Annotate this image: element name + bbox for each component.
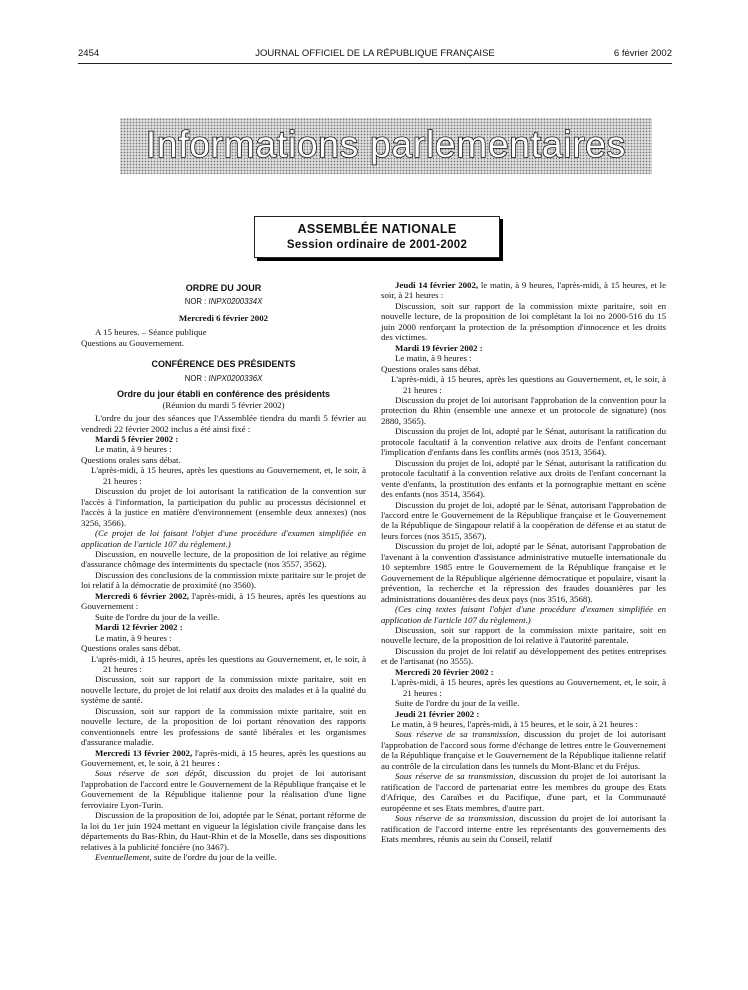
paragraph: Suite de l'ordre du jour de la veille. — [395, 698, 520, 709]
paragraph: Discussion du projet de loi, adopté par le Sénat, autorisant l'approbation de l'accord entre le Gouvernement de la République française et le Gouvernement de la République de Singapour relatif à la coopération de défense et au statut de leurs forces (nos 3515, 3567). — [381, 499, 666, 541]
paragraph: L'après-midi, à 15 heures, après les questions au Gouvernement, et, le soir, à 21 heures : — [91, 465, 366, 486]
paragraph: Discussion de la proposition de loi, adoptée par le Sénat, portant réforme de la loi du 1er juin 1924 mettant en vigueur la législation civile française dans les départements du Bas-Rhin, du Haut-Rhin et de la Moselle, dans ses dispositions relatives à la publicité foncière (no 3467). — [81, 810, 366, 852]
paragraph: Discussion du projet de loi, adopté par le Sénat, autorisant la ratification du protocole facultatif à la convention relative aux droits de l'enfant concernant la vente d'enfants, la prostitution des enfants et la pornographie mettant en scène des enfants (nos 3514, 3564). — [381, 457, 666, 500]
page-number: 2454 — [78, 48, 100, 59]
header-rule — [78, 63, 672, 64]
date-heading: Mardi 12 février 2002 : — [95, 622, 183, 633]
paragraph: Le matin, à 9 heures : — [95, 444, 172, 455]
right-column — [381, 280, 666, 844]
left-column — [81, 280, 366, 863]
paragraph: Discussion, soit sur rapport de la commission mixte paritaire, soit en nouvelle lecture, du projet de loi relatif aux droits des malades et à la qualité du système de santé. — [81, 674, 366, 706]
nor-reference: NOR : INPX0200336X — [184, 373, 263, 383]
paragraph: L'après-midi, à 15 heures, après les questions au Gouvernement, et, le soir, à 21 heures : — [391, 374, 666, 395]
paragraph: A 15 heures. – Séance publique — [95, 327, 207, 338]
paragraph: Questions orales sans débat. — [381, 363, 481, 374]
paragraph: L'après-midi, à 15 heures, après les questions au Gouvernement, et, le soir, à 21 heures : — [91, 653, 366, 674]
date-heading: Mardi 5 février 2002 : — [95, 433, 179, 444]
paragraph: Discussion, soit sur rapport de la commission mixte paritaire, soit en nouvelle lecture, de la proposition de loi relative à l'autorité parentale. — [381, 624, 666, 646]
paragraph: Discussion du projet de loi relatif au développement des petites entreprises et de l'artisanat (no 3555). — [381, 645, 666, 667]
page-header — [78, 48, 672, 62]
paragraph: Discussion du projet de loi, adopté par le Sénat, autorisant l'approbation de l'avenant à la convention d'assistance administrative mutuelle internationale du 10 septembre 1985 entre le Gouvernement de la République française et le Gouvernement de la République algérienne démocratique et populaire, visant la prévention, la recherche et la répression des fraudes douanières par les administrations douanières des deux pays (nos 3516, 3568). — [381, 541, 666, 604]
paragraph: Questions orales sans débat. — [81, 643, 181, 654]
paragraph: Discussion des conclusions de la commission mixte paritaire sur le projet de loi relatif à la démocratie de proximité (no 3560). — [81, 569, 366, 591]
paragraph: Questions au Gouvernement. — [81, 337, 184, 348]
assembly-box — [254, 216, 500, 258]
section-heading: ORDRE DU JOUR — [185, 283, 262, 293]
paragraph: Sous réserve de son dépôt, discussion du projet de loi autorisant l'approbation de l'accord entre le Gouvernement de la République française et le Gouvernement de la République italienne pour la réalisation d'une ligne ferroviaire Lyon-Turin. — [81, 768, 366, 810]
paragraph: Discussion, soit sur rapport de la commission mixte paritaire, soit en nouvelle lecture, de la proposition de loi complétant la loi no 2000-516 du 15 juin 2000 renforçant la protection de la présomption d'innocence et les droits des victimes. — [381, 300, 666, 343]
issue-date: 6 février 2002 — [613, 48, 672, 59]
paragraph: Suite de l'ordre du jour de la veille. — [95, 611, 220, 622]
nor-reference: NOR : INPX0200334X — [184, 297, 263, 307]
date-heading: Mercredi 6 février 2002 — [178, 312, 269, 323]
paragraph: L'après-midi, à 15 heures, après les questions au Gouvernement, et, le soir, à 21 heures : — [391, 677, 666, 698]
paragraph: Sous réserve de sa transmission, discussion du projet de loi autorisant la ratification de l'accord interne entre les représentants des gouvernements des Etats membres, réunis au sein du Conseil, relatif — [381, 813, 666, 845]
paragraph-note: (Ce projet de loi faisant l'objet d'une procédure d'examen simplifiée en application de l'article 107 du règlement.) — [81, 528, 366, 549]
paragraph-note: (Ces cinq textes faisant l'objet d'une procédure d'examen simplifiée en application de l'article 107 du règlement.) — [381, 604, 666, 625]
paragraph: Discussion, soit sur rapport de la commission mixte paritaire, soit en nouvelle lecture, de la proposition de loi portant rénovation des rapports conventionnels entre les professions de santé libérales et les organismes d'assurance maladie. — [81, 705, 366, 748]
paragraph: Mercredi 6 février 2002, l'après-midi, à 15 heures, après les questions au Gouvernement : — [81, 590, 366, 612]
paragraph: L'ordre du jour des séances que l'Assemblée tiendra du mardi 5 février au vendredi 22 février 2002 inclus a été ainsi fixé : — [81, 413, 366, 434]
session-name: Session ordinaire de 2001-2002 — [286, 239, 468, 251]
section-heading: CONFÉRENCE DES PRÉSIDENTS — [151, 359, 296, 370]
paragraph: Le matin, à 9 heures, l'après-midi, à 15 heures, et le soir, à 21 heures : — [391, 719, 638, 730]
subsection-heading: Ordre du jour établi en conférence des présidents — [116, 389, 331, 400]
paragraph: Discussion du projet de loi autorisant la ratification de la convention sur l'accès à l'information, la participation du public au processus décisionnel et l'accès à la justice en matière d'environnement (ensemble deux annexes) (nos 3256, 3566). — [81, 486, 366, 528]
date-heading: Jeudi 21 février 2002 : — [395, 708, 480, 719]
paragraph: Discussion du projet de loi autorisant l'approbation de la convention pour la protection du Rhin (ensemble une annexe et un protocole de signature) (nos 2880, 3565). — [381, 394, 666, 426]
journal-title: JOURNAL OFFICIEL DE LA RÉPUBLIQUE FRANÇAISE — [255, 48, 495, 59]
date-heading: Mardi 19 février 2002 : — [395, 342, 483, 353]
paragraph: Discussion du projet de loi, adopté par le Sénat, autorisant la ratification du protocole facultatif à la convention relative aux droits de l'enfant concernant l'implication d'enfants dans les conflits armés (nos 3513, 3564). — [381, 426, 666, 458]
banner-title: Informations parlementaires — [145, 124, 627, 165]
paragraph: Sous réserve de sa transmission, discussion du projet de loi autorisant l'approbation de l'accord sous forme d'échange de lettres entre le Gouvernement de la République française et le Gouvernement de la République italienne relatif au contrôle de la circulation dans les tunnels du Mont-Blanc et du Fréjus. — [381, 729, 666, 771]
paragraph: Questions orales sans débat. — [81, 454, 181, 465]
paragraph: Jeudi 14 février 2002, le matin, à 9 heures, l'après-midi, à 15 heures, et le soir, à 21 heures : — [381, 280, 666, 301]
assembly-name: ASSEMBLÉE NATIONALE — [297, 222, 457, 236]
paragraph: Le matin, à 9 heures : — [95, 632, 172, 643]
paragraph: Mercredi 13 février 2002, l'après-midi, à 15 heures, après les questions au Gouvernement, et, le soir, à 21 heures : — [81, 747, 366, 769]
paragraph: Eventuellement, suite de l'ordre du jour de la veille. — [95, 852, 277, 863]
paragraph: Sous réserve de sa transmission, discussion du projet de loi autorisant la ratification de l'accord de partenariat entre les membres du groupe des Etats d'Afrique, des Caraïbes et du Pacifique, d'une part, et la Communauté européenne et ses Etats membres, d'autre part. — [381, 771, 666, 813]
paragraph: Discussion, en nouvelle lecture, de la proposition de loi relative au régime d'assurance chômage des intermittents du spectacle (nos 3557, 3562). — [81, 548, 366, 570]
date-heading: Mercredi 20 février 2002 : — [395, 666, 494, 677]
paragraph: Le matin, à 9 heures : — [395, 353, 472, 364]
meeting-date: (Réunion du mardi 5 février 2002) — [162, 399, 285, 410]
